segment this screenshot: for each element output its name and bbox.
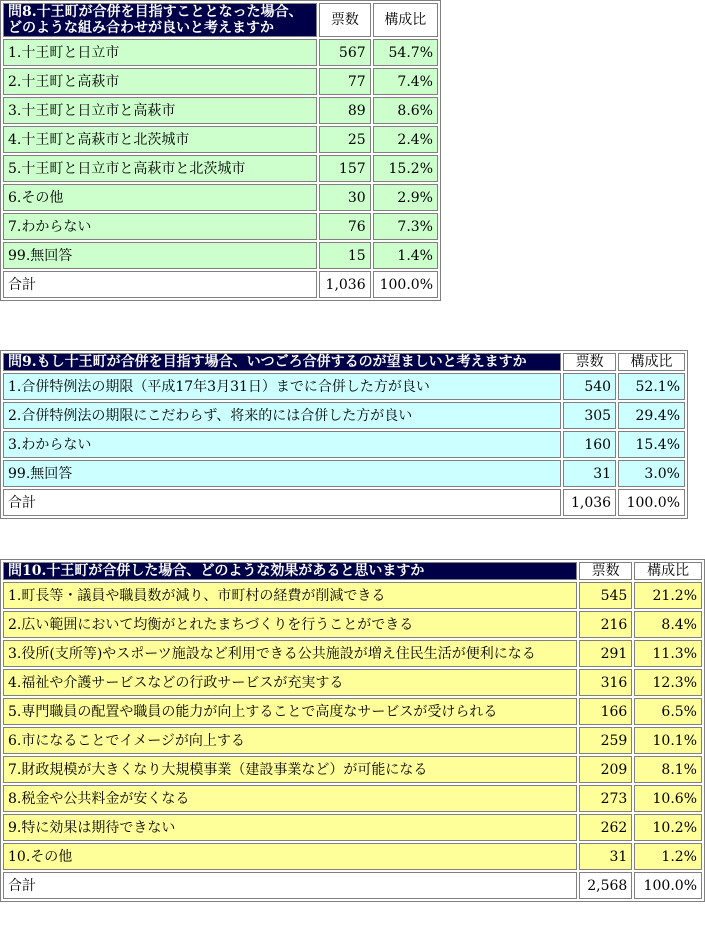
table-row — [3, 242, 438, 269]
q8-title-line1: 問8.十王町が合併を目指すこととなった場合、 — [8, 4, 303, 20]
table-row — [3, 155, 438, 182]
row-ratio: 8.4% — [634, 611, 702, 638]
row-label: 1.十王町と日立市 — [3, 39, 317, 66]
row-votes: 545 — [579, 582, 632, 609]
q9-ratio-header: 構成比 — [618, 353, 685, 371]
table-row — [3, 184, 438, 211]
q9-question-title: 問9.もし十王町が合併を目指す場合、いつごろ合併するのが望ましいと考えますか — [3, 353, 561, 371]
total-label: 合計 — [3, 872, 577, 899]
total-label: 合計 — [3, 489, 561, 516]
total-row — [3, 489, 685, 516]
total-ratio: 100.0% — [634, 872, 702, 899]
row-votes: 157 — [319, 155, 371, 182]
q8-votes-header: 票数 — [319, 3, 371, 37]
row-label: 6.その他 — [3, 184, 317, 211]
row-votes: 567 — [319, 39, 371, 66]
q8-header-row — [3, 3, 438, 37]
row-votes: 31 — [563, 460, 616, 487]
row-label: 3.わからない — [3, 431, 561, 458]
row-ratio: 15.2% — [373, 155, 438, 182]
total-label: 合計 — [3, 271, 317, 298]
table-row — [3, 460, 685, 487]
row-votes: 31 — [579, 843, 632, 870]
row-votes: 25 — [319, 126, 371, 153]
row-votes: 259 — [579, 727, 632, 754]
row-votes: 273 — [579, 785, 632, 812]
table-row — [3, 756, 702, 783]
row-label: 1.合併特例法の期限（平成17年3月31日）までに合併した方が良い — [3, 373, 561, 400]
table-row — [3, 402, 685, 429]
row-label: 1.町長等・議員や職員数が減り、市町村の経費が削減できる — [3, 582, 577, 609]
table-row — [3, 68, 438, 95]
q9-votes-header: 票数 — [563, 353, 616, 371]
row-votes: 166 — [579, 698, 632, 725]
row-ratio: 52.1% — [618, 373, 685, 400]
table-row — [3, 698, 702, 725]
row-ratio: 1.2% — [634, 843, 702, 870]
q8-table — [0, 0, 441, 301]
table-row — [3, 582, 702, 609]
row-ratio: 6.5% — [634, 698, 702, 725]
row-ratio: 21.2% — [634, 582, 702, 609]
row-votes: 89 — [319, 97, 371, 124]
total-votes: 1,036 — [563, 489, 616, 516]
row-votes: 262 — [579, 814, 632, 841]
table-row — [3, 727, 702, 754]
row-label: 99.無回答 — [3, 460, 561, 487]
q10-ratio-header: 構成比 — [634, 562, 702, 580]
row-votes: 316 — [579, 669, 632, 696]
row-votes: 540 — [563, 373, 616, 400]
row-ratio: 2.9% — [373, 184, 438, 211]
row-label: 3.十王町と日立市と高萩市 — [3, 97, 317, 124]
table-row — [3, 669, 702, 696]
row-ratio: 2.4% — [373, 126, 438, 153]
row-label: 4.福祉や介護サービスなどの行政サービスが充実する — [3, 669, 577, 696]
table-row — [3, 843, 702, 870]
row-label: 2.広い範囲において均衡がとれたまちづくりを行うことができる — [3, 611, 577, 638]
row-ratio: 7.4% — [373, 68, 438, 95]
total-row — [3, 872, 702, 899]
row-ratio: 1.4% — [373, 242, 438, 269]
row-ratio: 3.0% — [618, 460, 685, 487]
q10-table — [0, 559, 705, 902]
row-label: 6.市になることでイメージが向上する — [3, 727, 577, 754]
q9-table — [0, 350, 688, 519]
q10-question-title: 問10.十王町が合併した場合、どのような効果があると思いますか — [3, 562, 577, 580]
table-row — [3, 785, 702, 812]
row-ratio: 15.4% — [618, 431, 685, 458]
row-ratio: 10.6% — [634, 785, 702, 812]
row-label: 2.合併特例法の期限にこだわらず、将来的には合併した方が良い — [3, 402, 561, 429]
row-label: 4.十王町と高萩市と北茨城市 — [3, 126, 317, 153]
row-votes: 216 — [579, 611, 632, 638]
table-row — [3, 373, 685, 400]
row-label: 10.その他 — [3, 843, 577, 870]
row-ratio: 54.7% — [373, 39, 438, 66]
row-label: 5.専門職員の配置や職員の能力が向上することで高度なサービスが受けられる — [3, 698, 577, 725]
row-ratio: 8.1% — [634, 756, 702, 783]
total-row — [3, 271, 438, 298]
table-row — [3, 814, 702, 841]
row-ratio: 10.1% — [634, 727, 702, 754]
row-label: 7.わからない — [3, 213, 317, 240]
row-votes: 15 — [319, 242, 371, 269]
row-ratio: 11.3% — [634, 640, 702, 667]
row-ratio: 12.3% — [634, 669, 702, 696]
q8-question-title — [3, 3, 317, 37]
q9-header-row — [3, 353, 685, 371]
total-ratio: 100.0% — [618, 489, 685, 516]
table-row — [3, 97, 438, 124]
q10-header-row — [3, 562, 702, 580]
table-row — [3, 611, 702, 638]
row-ratio: 29.4% — [618, 402, 685, 429]
row-votes: 305 — [563, 402, 616, 429]
total-votes: 1,036 — [319, 271, 371, 298]
row-ratio: 10.2% — [634, 814, 702, 841]
row-label: 9.特に効果は期待できない — [3, 814, 577, 841]
row-label: 3.役所(支所等)やスポーツ施設など利用できる公共施設が増え住民生活が便利になる — [3, 640, 577, 667]
table-row — [3, 431, 685, 458]
row-ratio: 7.3% — [373, 213, 438, 240]
row-ratio: 8.6% — [373, 97, 438, 124]
table-row — [3, 640, 702, 667]
q8-ratio-header: 構成比 — [373, 3, 438, 37]
row-votes: 76 — [319, 213, 371, 240]
row-votes: 30 — [319, 184, 371, 211]
row-label: 8.税金や公共料金が安くなる — [3, 785, 577, 812]
total-ratio: 100.0% — [373, 271, 438, 298]
q8-title-line2: どのような組み合わせが良いと考えますか — [8, 20, 274, 36]
table-row — [3, 213, 438, 240]
row-label: 99.無回答 — [3, 242, 317, 269]
row-label: 2.十王町と高萩市 — [3, 68, 317, 95]
table-row — [3, 126, 438, 153]
q10-votes-header: 票数 — [579, 562, 632, 580]
row-votes: 160 — [563, 431, 616, 458]
row-label: 5.十王町と日立市と高萩市と北茨城市 — [3, 155, 317, 182]
row-label: 7.財政規模が大きくなり大規模事業（建設事業など）が可能になる — [3, 756, 577, 783]
row-votes: 291 — [579, 640, 632, 667]
total-votes: 2,568 — [579, 872, 632, 899]
table-row — [3, 39, 438, 66]
row-votes: 77 — [319, 68, 371, 95]
row-votes: 209 — [579, 756, 632, 783]
